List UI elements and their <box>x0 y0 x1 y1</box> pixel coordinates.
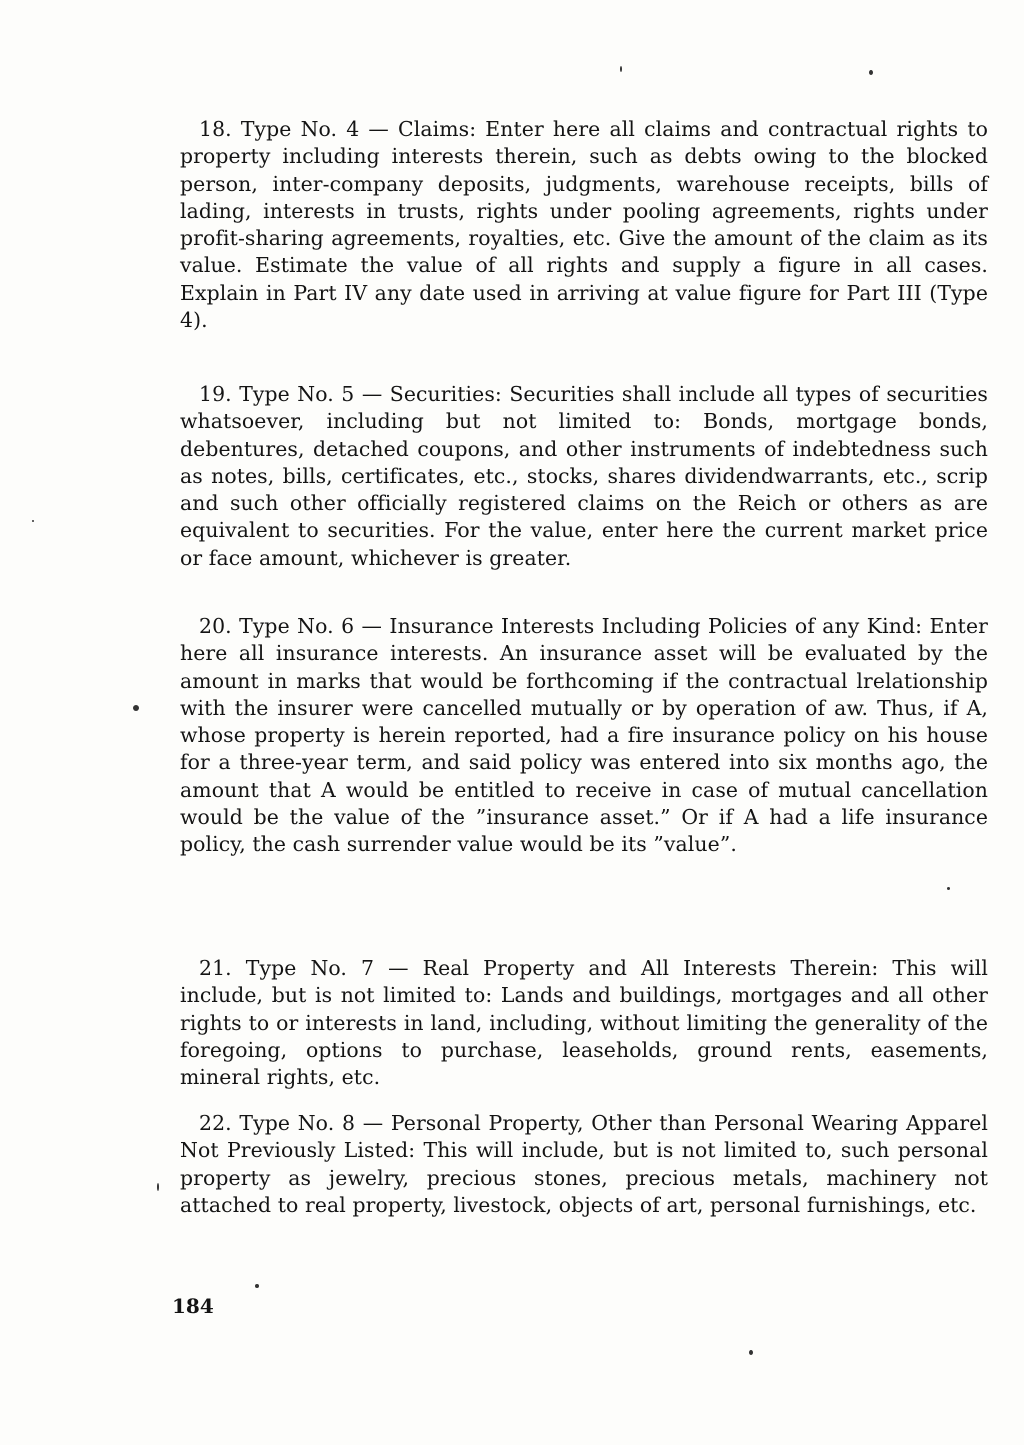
paragraph-19-securities: 19. Type No. 5 — Securities: Securities shall include all types of securities whatsoever, including but not limited to: Bonds, mortgage bonds, debentures, detached coupons, and other instruments of indebtedness such as notes, bills, certificates, etc., stocks, shares dividendwarrants, etc., scrip and such other officially registered claims on the Reich or others as are equivalent to securities. For the value, enter here the current market price or face amount, whichever is greater. <box>180 382 988 570</box>
scan-speck <box>947 887 950 890</box>
scan-speck <box>255 1284 259 1288</box>
scan-speck <box>620 66 622 72</box>
scan-speck <box>133 705 139 711</box>
paragraph-21-real-property: 21. Type No. 7 — Real Property and All Interests Therein: This will include, but is not limited to: Lands and buildings, mortgages and all other rights to or interests in land, including, without limiting the generality of the foregoing, options to purchase, leaseholds, ground rents, easements, mineral rights, etc. <box>180 956 988 1090</box>
paragraph-22-personal-property: 22. Type No. 8 — Personal Property, Other than Personal Wearing Apparel Not Previously Listed: This will include, but is not limited to, such personal property as jewelry, precious stones, precious metals, machinery not attached to real property, livestock, objects of art, personal furnishings, etc. <box>180 1111 988 1217</box>
page-number: 184 <box>172 1294 214 1318</box>
paragraph-20-insurance: 20. Type No. 6 — Insurance Interests Including Policies of any Kind: Enter here all insurance interests. An insurance asset will be evaluated by the amount in marks that would be forthcoming if the contractual lrelationship with the insurer were cancelled mutually or by operation of aw. Thus, if A, whose property is herein reported, had a fire insurance policy on his house for a three-year term, and said policy was entered into six months ago, the amount that A would be entitled to receive in case of mutual cancellation would be the value of the ”insurance asset.” Or if A had a life insurance policy, the cash surrender value would be its ”value”. <box>180 614 988 857</box>
scan-speck <box>32 520 34 522</box>
scan-speck <box>869 70 873 75</box>
scan-speck <box>157 1183 159 1191</box>
paragraph-18-claims: 18. Type No. 4 — Claims: Enter here all claims and contractual rights to property including interests therein, such as debts owing to the blocked person, inter-company deposits, judgments, warehouse receipts, bills of lading, interests in trusts, rights under pooling agreements, rights under profit-sharing agreements, royalties, etc. Give the amount of the claim as its value. Estimate the value of all rights and supply a figure in all cases. Explain in Part IV any date used in arriving at value figure for Part III (Type 4). <box>180 117 988 333</box>
scan-speck <box>749 1350 753 1355</box>
